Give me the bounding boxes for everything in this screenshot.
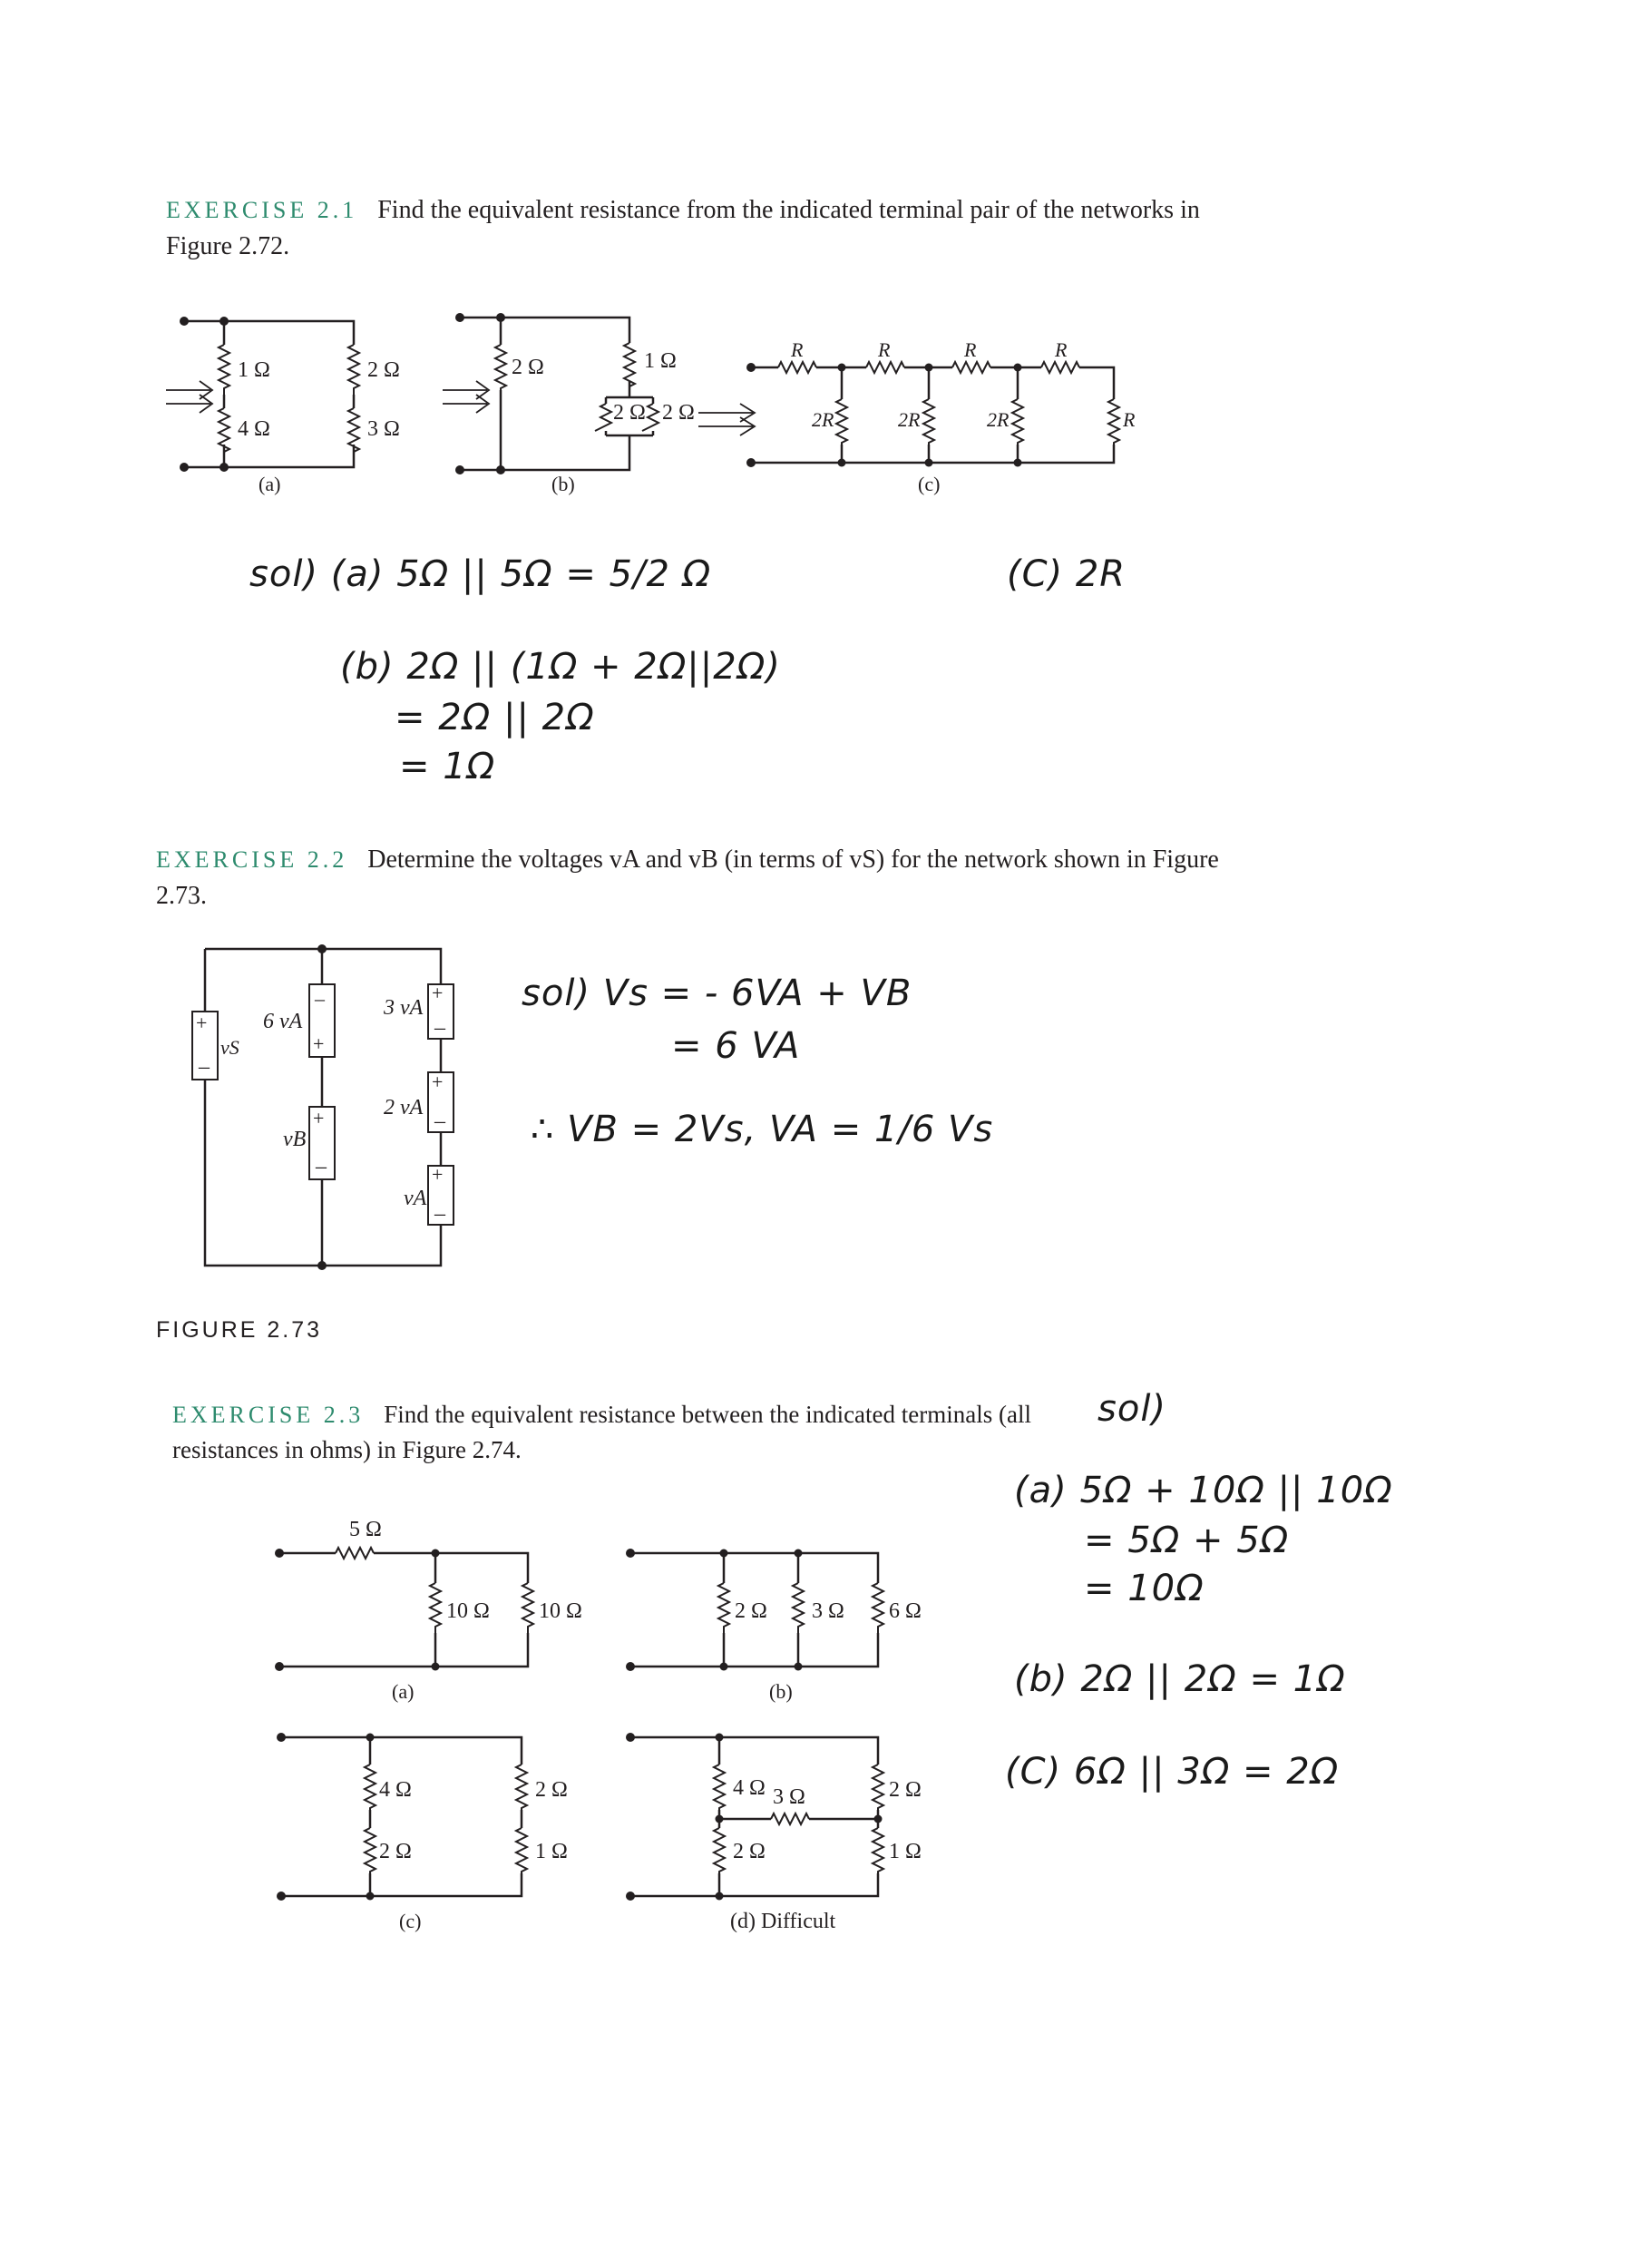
voltage-label: vS — [220, 1036, 239, 1059]
res-label: 3 Ω — [773, 1785, 805, 1809]
res-label: 6 Ω — [889, 1599, 922, 1623]
solution-2-3-a1: (a) 5Ω + 10Ω || 10Ω — [1014, 1470, 1393, 1511]
res-label: R — [878, 338, 891, 361]
solution-2-3-c: (C) 6Ω || 3Ω = 2Ω — [1005, 1751, 1340, 1793]
plus-sign: + — [432, 982, 444, 1004]
res-label: 3 Ω — [812, 1599, 844, 1623]
minus-sign: – — [316, 1155, 327, 1178]
res-label: 10 Ω — [539, 1599, 582, 1623]
res-label: 2 Ω — [367, 358, 400, 382]
plus-sign: + — [313, 1032, 325, 1055]
solution-2-1-a: sol) (a) 5Ω || 5Ω = 5/2 Ω — [249, 553, 712, 595]
res-label: 2 Ω — [889, 1778, 922, 1802]
res-label: 2 Ω — [535, 1778, 568, 1802]
res-label: 1 Ω — [535, 1840, 568, 1863]
circuit-2-74-d — [626, 1733, 922, 1933]
figure-label: FIGURE 2.73 — [156, 1317, 323, 1343]
circuit-2-74-c — [277, 1733, 568, 1932]
solution-2-2-l2: = 6 VA — [671, 1025, 801, 1067]
exercise-label: EXERCISE 2.1 — [166, 197, 358, 223]
voltage-label: vA — [404, 1187, 427, 1210]
minus-sign: – — [199, 1055, 210, 1079]
minus-sign: – — [434, 1110, 445, 1133]
minus-sign: – — [434, 1202, 445, 1226]
circuit-2-74-b — [626, 1549, 922, 1703]
plus-sign: + — [313, 1107, 325, 1129]
res-label: 4 Ω — [379, 1778, 412, 1802]
res-label: R — [964, 338, 977, 361]
caption: (b) — [769, 1680, 793, 1703]
minus-sign: – — [434, 1016, 445, 1040]
res-label: 2 Ω — [379, 1840, 412, 1863]
res-label: 2 Ω — [662, 401, 695, 425]
voltage-label: vB — [283, 1128, 307, 1151]
res-label: R — [791, 338, 804, 361]
solution-2-2-l3: ∴ VB = 2Vs, VA = 1/6 Vs — [531, 1109, 994, 1150]
caption: (c) — [918, 473, 941, 495]
exercise-text: Find the equivalent resistance between the indicated terminals (all resistances in ohms) in Figure 2.74. — [172, 1401, 1031, 1463]
plus-sign: + — [432, 1163, 444, 1186]
circuit-2-74-a — [275, 1518, 582, 1703]
solution-2-3-a2: = 5Ω + 5Ω — [1084, 1520, 1290, 1561]
exercise-label: EXERCISE 2.3 — [172, 1402, 365, 1428]
plus-sign: + — [196, 1012, 208, 1034]
res-label: 2R — [812, 408, 834, 431]
res-label: 1 Ω — [644, 349, 677, 373]
caption: (d) Difficult — [730, 1910, 836, 1933]
res-label: 2R — [987, 408, 1010, 431]
solution-2-1-c: (C) 2R — [1007, 553, 1127, 595]
caption: (b) — [551, 473, 575, 495]
caption: (a) — [258, 473, 281, 495]
dep-source-label: 6 vA — [263, 1010, 303, 1033]
minus-sign: – — [315, 987, 325, 1010]
solution-2-1-b3: = 1Ω — [399, 746, 496, 787]
res-label: 2 Ω — [512, 356, 544, 379]
solution-2-3-head: sol) — [1097, 1388, 1167, 1430]
exercise-label: EXERCISE 2.2 — [156, 846, 348, 873]
dep-source-label: 2 vA — [384, 1096, 424, 1119]
res-label: 4 Ω — [238, 417, 270, 441]
plus-sign: + — [432, 1070, 444, 1093]
res-label: 2R — [898, 408, 921, 431]
res-label: 4 Ω — [733, 1776, 766, 1800]
solution-2-3-a3: = 10Ω — [1084, 1568, 1205, 1609]
solution-2-1-b2: = 2Ω || 2Ω — [395, 697, 595, 738]
res-label: 10 Ω — [446, 1599, 490, 1623]
res-label: 3 Ω — [367, 417, 400, 441]
exercise-text: Find the equivalent resistance from the indicated terminal pair of the networks in Figure 2.72. — [166, 196, 1200, 260]
caption: (c) — [399, 1910, 422, 1932]
res-label: 2 Ω — [613, 401, 646, 425]
res-label: 2 Ω — [735, 1599, 767, 1623]
solution-2-3-b: (b) 2Ω || 2Ω = 1Ω — [1014, 1658, 1346, 1700]
res-label: 2 Ω — [733, 1840, 766, 1863]
res-label: 5 Ω — [349, 1518, 382, 1541]
exercise-text: Determine the voltages vA and vB (in terms of vS) for the network shown in Figure 2.73. — [156, 846, 1219, 910]
res-label: R — [1123, 408, 1136, 431]
res-label: R — [1055, 338, 1068, 361]
solution-2-1-b1: (b) 2Ω || (1Ω + 2Ω||2Ω) — [340, 646, 781, 688]
caption: (a) — [392, 1680, 415, 1703]
res-label: 1 Ω — [889, 1840, 922, 1863]
res-label: 1 Ω — [238, 358, 270, 382]
dep-source-label: 3 vA — [384, 996, 424, 1020]
solution-2-2-l1: sol) Vs = - 6VA + VB — [522, 973, 912, 1014]
